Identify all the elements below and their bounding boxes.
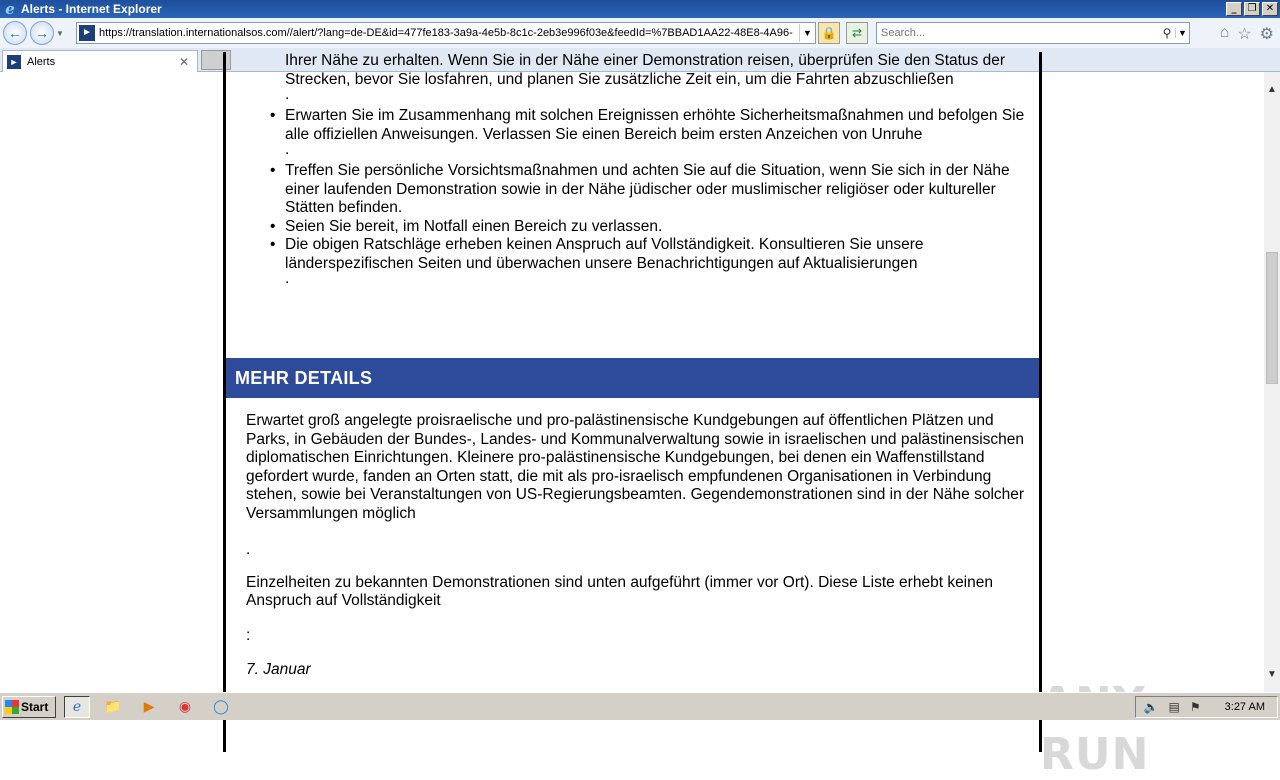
tab-alerts[interactable]	[2, 50, 198, 72]
toolbar-icons	[1220, 24, 1274, 44]
home-icon[interactable]: ⌂	[1219, 24, 1230, 41]
minimize-button[interactable]: _	[1226, 2, 1242, 16]
bullet-dot: •	[270, 217, 276, 235]
address-url[interactable]: https://translation.internationalsos.com//alert/?lang=de-DE&id=477fe183-3a9a-4e5b-8c1c-2eb3e996f03e&feedId=%7BBAD1AA22-48E8-4A96-	[99, 27, 793, 39]
list-item	[270, 236, 1030, 291]
section-header-more-details: MEHR DETAILS	[226, 358, 1039, 398]
anyrun-watermark: RUN	[1040, 729, 1150, 780]
bullet-text: Ihrer Nähe zu erhalten. Wenn Sie in der Nähe einer Demonstration reisen, überprüfen Sie den Status der Strecken, bevor Sie losfahren, und planen Sie zusätzliche Zeit ein, um die Fahrten abzuschließen	[285, 52, 1006, 88]
bullet-dot: •	[270, 162, 276, 179]
favorites-star-icon[interactable]: ☆	[1237, 26, 1252, 43]
tab-close-icon[interactable]: ✕	[179, 54, 190, 69]
bullet-text: Seien Sie bereit, im Notfall einen Bereich zu verlassen.	[285, 217, 663, 235]
scroll-thumb[interactable]	[1266, 252, 1278, 384]
tab-label: Alerts	[27, 55, 56, 68]
windows-flag-icon	[5, 700, 19, 714]
bullet-text: Treffen Sie persönliche Vorsichtsmaßnahmen und achten Sie auf die Situation, wenn Sie sich in der Nähe einer laufenden Demonstration sowie in der Nähe jüdischer oder muslimischer religiöser oder kultureller Stätten befinden.	[285, 162, 1010, 216]
search-dropdown-icon[interactable]: ▼	[1175, 28, 1189, 38]
title-bar	[0, 0, 1280, 18]
details-paragraph: Einzelheiten zu bekannten Demonstrationen sind unten aufgeführt (immer vor Ort). Diese Liste erhebt keinen Anspruch auf Vollständigkeit	[246, 573, 993, 609]
alert-article	[223, 52, 1042, 752]
forward-button[interactable]: →	[30, 21, 54, 45]
chrome-taskbar-icon[interactable]: ◉	[178, 698, 192, 714]
search-icon[interactable]: ⚲	[1162, 26, 1172, 40]
ie-taskbar-icon[interactable]: e	[64, 696, 90, 718]
bullet-trail: .	[285, 270, 290, 287]
compatibility-refresh-icon[interactable]: ⇄	[846, 22, 868, 44]
ie-logo-icon: e	[5, 0, 15, 18]
window-controls	[1226, 2, 1278, 16]
clock[interactable]: 3:27 AM	[1224, 700, 1265, 713]
tab-favicon-icon: ►	[7, 55, 21, 69]
edge-taskbar-icon[interactable]: ◯	[213, 698, 229, 714]
list-item	[270, 52, 1030, 107]
address-bar[interactable]	[76, 22, 816, 44]
system-tray	[1135, 696, 1278, 718]
volume-icon[interactable]: 🔈	[1143, 699, 1159, 714]
search-box[interactable]	[876, 22, 1190, 44]
action-center-flag-icon[interactable]: ⚑	[1189, 699, 1201, 714]
settings-gear-icon[interactable]: ⚙	[1259, 26, 1274, 43]
bullet-dot: •	[270, 107, 276, 124]
back-button[interactable]: ←	[3, 21, 27, 45]
folder-taskbar-icon[interactable]: 📁	[104, 698, 122, 714]
taskbar	[0, 692, 1280, 720]
start-label: Start	[21, 699, 49, 714]
scroll-up-icon[interactable]: ▲	[1267, 84, 1277, 95]
list-item	[270, 218, 1030, 237]
details-paragraph: Erwartet groß angelegte proisraelische und pro-palästinensische Kundgebungen auf öffentlichen Plätzen und Parks, in Gebäuden der Bundes-, Landes- und Kommunalverwaltung sowie in israelischen und palästinensischen diplomatischen Einrichtungen. Kleinere pro-palästinensische Kundgebungen, bei denen ein Waffenstillstand gefordert wurde, fanden an Orten statt, die mit als pro-israelisch empfundenen Organisationen in Verbindung stehen, sowie bei Veranstaltungen von US-Regierungsbeamten. Gegendemonstrationen sind in der Nähe solcher Versammlungen möglich	[246, 412, 1025, 522]
vertical-scrollbar[interactable]	[1264, 72, 1280, 692]
network-icon[interactable]: ▤	[1168, 699, 1180, 714]
quick-launch	[64, 696, 234, 718]
details-separator: :	[246, 626, 251, 644]
advice-list	[270, 52, 1030, 291]
details-separator: .	[246, 541, 251, 558]
history-dropdown-icon[interactable]: ▼	[56, 28, 64, 38]
list-item	[270, 162, 1030, 218]
restore-button[interactable]: ❐	[1244, 2, 1260, 16]
window-title: Alerts - Internet Explorer	[21, 2, 162, 16]
navigation-bar	[0, 18, 1280, 48]
scroll-down-icon[interactable]: ▼	[1267, 669, 1277, 680]
address-dropdown-icon[interactable]: ▼	[799, 24, 815, 42]
close-button[interactable]: ✕	[1262, 2, 1278, 16]
media-player-taskbar-icon[interactable]: ▶	[143, 698, 155, 714]
search-input[interactable]	[877, 24, 1159, 42]
details-body	[246, 412, 1036, 680]
bullet-text: Die obigen Ratschläge erheben keinen Anspruch auf Vollständigkeit. Konsultieren Sie unsere länderspezifischen Seiten und überwachen unsere Benachrichtigungen auf Aktualisierungen	[285, 236, 924, 272]
start-button[interactable]	[2, 696, 56, 718]
bullet-trail: .	[285, 141, 290, 158]
lock-icon[interactable]: 🔒	[818, 22, 840, 44]
bullet-dot: •	[270, 236, 276, 253]
list-item	[270, 107, 1030, 162]
event-date: 7. Januar	[246, 661, 311, 678]
site-favicon-icon: ►	[79, 25, 95, 41]
bullet-text: Erwarten Sie im Zusammenhang mit solchen Ereignissen erhöhte Sicherheitsmaßnahmen und befolgen Sie alle offiziellen Anweisungen. Verlassen Sie einen Bereich beim ersten Anzeichen von Unruhe	[285, 107, 1025, 143]
bullet-trail: .	[285, 86, 290, 103]
